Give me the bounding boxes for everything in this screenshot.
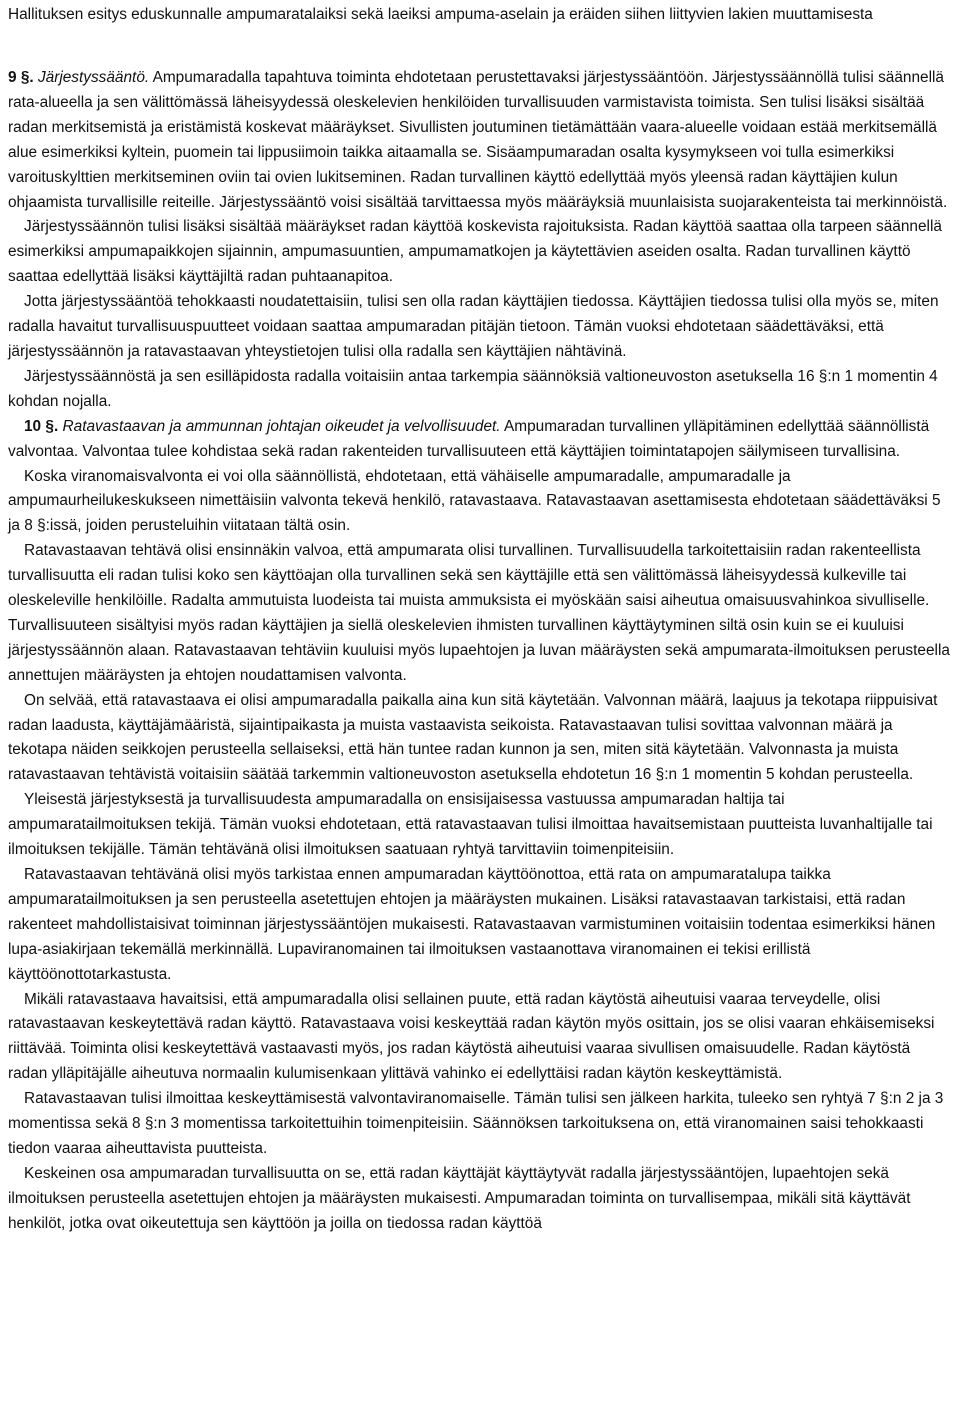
paragraph: On selvää, että ratavastaava ei olisi ampumaradalla paikalla aina kun sitä käytetään. Valvonnan määrä, laajuus ja tekotapa riippuisivat radan laadusta, käyttäjämääristä, sijaintipaikasta ja muista vastaavista seikoista. Ratavastaavan tulisi sovittaa valvonnan määrä ja tekotapa näiden seikkojen perusteella sellaiseksi, että hän tuntee radan kunnon ja sen, miten sitä käytetään. Valvonnasta ja muista ratavastaavan tehtävistä voitaisiin säätää tarkemmin valtioneuvoston asetuksella ehdotetun 16 §:n 1 momentin 5 kohdan perusteella. — [8, 691, 938, 784]
paragraph-text: Ampumaradan turvallinen ylläpitäminen edellyttää säännöllistä valvontaa. Valvontaa tulee kohdistaa sekä radan rakenteiden turvallisuuteen että käyttäjien toimintatapojen säilymiseen turvallisina. — [8, 417, 930, 460]
paragraph-section-9: 9 §. Järjestyssääntö. Ampumaradalla tapahtuva toiminta ehdotetaan perustettavaksi järjestyssääntöön. Järjestyssäännöllä tulisi säännellä rata-alueella ja sen välittömässä läheisyydessä oleskelevien henkilöiden turvallisuuden varmistavista toimista. Sen tulisi lisäksi sisältää radan merkitsemistä ja eristämistä koskevat määräykset. Sivullisten joutuminen tietämättään vaara-alueelle voidaan estää merkitsemällä alue esimerkiksi kyltein, puomein tai lippusiimoin taikka aitaamalla se. Sisäampumaradan osalta kysymykseen voi tulla esimerkiksi varoituskylttien merkitseminen oviin tai ovien lukitseminen. Radan turvallinen käyttö edellyttää myös yleensä radan käyttäjien kulun ohjaamista turvallisille reiteille. Järjestyssääntö voisi sisältää tarvittaessa myös määräyksiä muunlaisista suojarakenteista tai merkinnöistä. — [8, 69, 948, 211]
paragraph: Keskeinen osa ampumaradan turvallisuutta on se, että radan käyttäjät käyttäytyvät radalla järjestyssääntöjen, lupaehtojen sekä ilmoituksen perusteella asetettujen ehtojen ja määräysten mukaisesti. Ampumaradan toiminta on turvallisempaa, mikäli sitä käyttävät henkilöt, jotka ovat oikeutettuja sen käyttöön ja joilla on tiedossa radan käyttöä — [8, 1164, 911, 1232]
page-header: Hallituksen esitys eduskunnalle ampumaratalaiksi sekä laeiksi ampuma-aselain ja eräiden siihen liittyvien lakien muuttamisesta — [8, 6, 873, 23]
paragraph: Mikäli ratavastaava havaitsisi, että ampumaradalla olisi sellainen puute, että radan käytöstä aiheutuisi vaaraa terveydelle, olisi ratavastaavan keskeytettävä radan käyttö. Ratavastaava voisi keskeyttää radan käytön myös osittain, jos se olisi vaaran ehkäisemiseksi riittävää. Toiminta olisi keskeytettävä vastaavasti myös, jos radan käytöstä aiheutuisi vaaraa sivullisen omaisuudelle. Radan käytöstä radan ylläpitäjälle aiheutuva normaalin kulumisenkaan ylittävä vahinko ei edellyttäisi radan käytön keskeyttämistä. — [8, 990, 935, 1083]
paragraph: Ratavastaavan tehtävänä olisi myös tarkistaa ennen ampumaradan käyttöönottoa, että rata on ampumaratalupa taikka ampumaratailmoituksen ja sen perusteella asetettujen ehtojen ja määräysten mukainen. Lisäksi ratavastaavan tarkistaisi, että radan rakenteet mahdollistaisivat toiminnan järjestyssääntöjen mukaisesti. Ratavastaavan varmistuminen voitaisiin todentaa esimerkiksi hänen lupa-asiakirjaan tekemällä merkinnällä. Lupaviranomainen tai ilmoituksen vastaanottava viranomainen ei tekisi erillistä käyttöönottotarkastusta. — [8, 866, 936, 983]
paragraph: Ratavastaavan tulisi ilmoittaa keskeyttämisestä valvontaviranomaiselle. Tämän tulisi sen jälkeen harkita, tuleeko sen ryhtyä 7 §:n 2 ja 3 momentissa sekä 8 §:n 3 momentissa tarkoitettuihin toimenpiteisiin. Säännöksen tarkoituksena on, että viranomainen saisi tehokkaasti tiedon vaaraa aiheuttavista puutteista. — [8, 1090, 944, 1157]
document-body — [8, 66, 952, 1237]
section-number: 10 — [24, 417, 42, 435]
paragraph: Järjestyssäännöstä ja sen esilläpidosta radalla voitaisiin antaa tarkempia säännöksiä valtioneuvoston asetuksella 16 §:n 1 momentin 4 kohdan nojalla. — [8, 367, 938, 410]
section-number: 9 — [8, 69, 17, 86]
section-title: Ratavastaavan ja ammunnan johtajan oikeudet ja velvollisuudet. — [62, 417, 501, 435]
paragraph: Yleisestä järjestyksestä ja turvallisuudesta ampumaradalla on ensisijaisessa vastuussa ampumaradan haltija tai ampumaratailmoituksen tekijä. Tämän vuoksi ehdotetaan, että ratavastaavan tulisi ilmoittaa havaitsemistaan puutteista luvanhaltijalle tai ilmoituksen tekijälle. Tämän tehtävänä olisi ilmoituksen saatuaan ryhtyä tarvittaviin toimenpiteisiin. — [8, 791, 933, 859]
paragraph-text: Ampumaradalla tapahtuva toiminta ehdotetaan perustettavaksi järjestyssääntöön. Järjestyssäännöllä tulisi säännellä rata-alueella ja sen välittömässä läheisyydessä oleskelevien henkilöiden turvallisuuden varmistavista toimista. Sen tulisi lisäksi sisältää radan merkitsemistä ja eristämistä koskevat määräykset. Sivullisten joutuminen tietämättään vaara-alueelle voidaan estää merkitsemällä alue esimerkiksi kyltein, puomein tai lippusiimoin taikka aitaamalla se. Sisäampumaradan osalta kysymykseen voi tulla esimerkiksi varoituskylttien merkitseminen oviin tai ovien lukitseminen. Radan turvallinen käyttö edellyttää myös yleensä radan käyttäjien kulun ohjaamista turvallisille reiteille. Järjestyssääntö voisi sisältää tarvittaessa myös määräyksiä muunlaisista suojarakenteista tai merkinnöistä. — [8, 69, 948, 211]
paragraph: Koska viranomaisvalvonta ei voi olla säännöllistä, ehdotetaan, että vähäiselle ampumaradalle, ampumaradalle ja ampumaurheilukeskukseen nimettäisiin valvonta tekevä henkilö, ratavastaava. Ratavastaavan asettamisesta ehdotetaan säädettäväksi 5 ja 8 §:issä, joiden perusteluihin viitataan tältä osin. — [8, 467, 941, 535]
paragraph-section-10: 10 §. Ratavastaavan ja ammunnan johtajan oikeudet ja velvollisuudet. Ampumaradan turvallinen ylläpitäminen edellyttää säännöllistä valvontaa. Valvontaa tulee kohdistaa sekä radan rakenteiden turvallisuuteen että käyttäjien toimintatapojen säilymiseen turvallisina. — [8, 417, 930, 460]
paragraph: Järjestyssäännön tulisi lisäksi sisältää määräykset radan käyttöä koskevista rajoituksista. Radan käyttöä saattaa olla tarpeen säännellä esimerkiksi ampumapaikkojen sijainnin, ampumasuuntien, ampumamatkojen ja käytettävien aseiden osalta. Radan turvallinen käyttö saattaa edellyttää lisäksi käyttäjiltä radan puhtaanapitoa. — [8, 218, 942, 286]
section-title: Järjestyssääntö. — [37, 69, 150, 86]
paragraph: Ratavastaavan tehtävä olisi ensinnäkin valvoa, että ampumarata olisi turvallinen. Turvallisuudella tarkoitettaisiin radan rakenteellista turvallisuutta eli radan tulisi koko sen käyttöajan olla turvallinen sekä sen käyttäjille että sen välittömässä läheisyydessä kulkeville tai oleskeleville henkilöille. Radalta ammutuista luodeista tai muista ammuksista ei myöskään saisi aiheutua omaisuusvahinkoa sivulliselle. Turvallisuuteen sisältyisi myös radan käyttäjien ja siellä oleskelevien ihmisten turvallinen käyttäytyminen siltä osin kuin se ei kuuluisi järjestyssäännön alaan. Ratavastaavan tehtäviin kuuluisi myös lupaehtojen ja luvan määräysten sekä ampumarata-ilmoituksen perusteella annettujen määräysten ja ehtojen noudattamisen valvonta. — [8, 542, 950, 684]
paragraph: Jotta järjestyssääntöä tehokkaasti noudatettaisiin, tulisi sen olla radan käyttäjien tiedossa. Käyttäjien tiedossa tulisi olla myös se, miten radalla havaitut turvallisuuspuutteet voidaan saattaa ampumaradan pitäjän tietoon. Tämän vuoksi ehdotetaan säädettäväksi, että järjestyssäännön ja ratavastaavan yhteystietojen tulisi olla radalla sen käyttäjien nähtävinä. — [8, 293, 939, 360]
